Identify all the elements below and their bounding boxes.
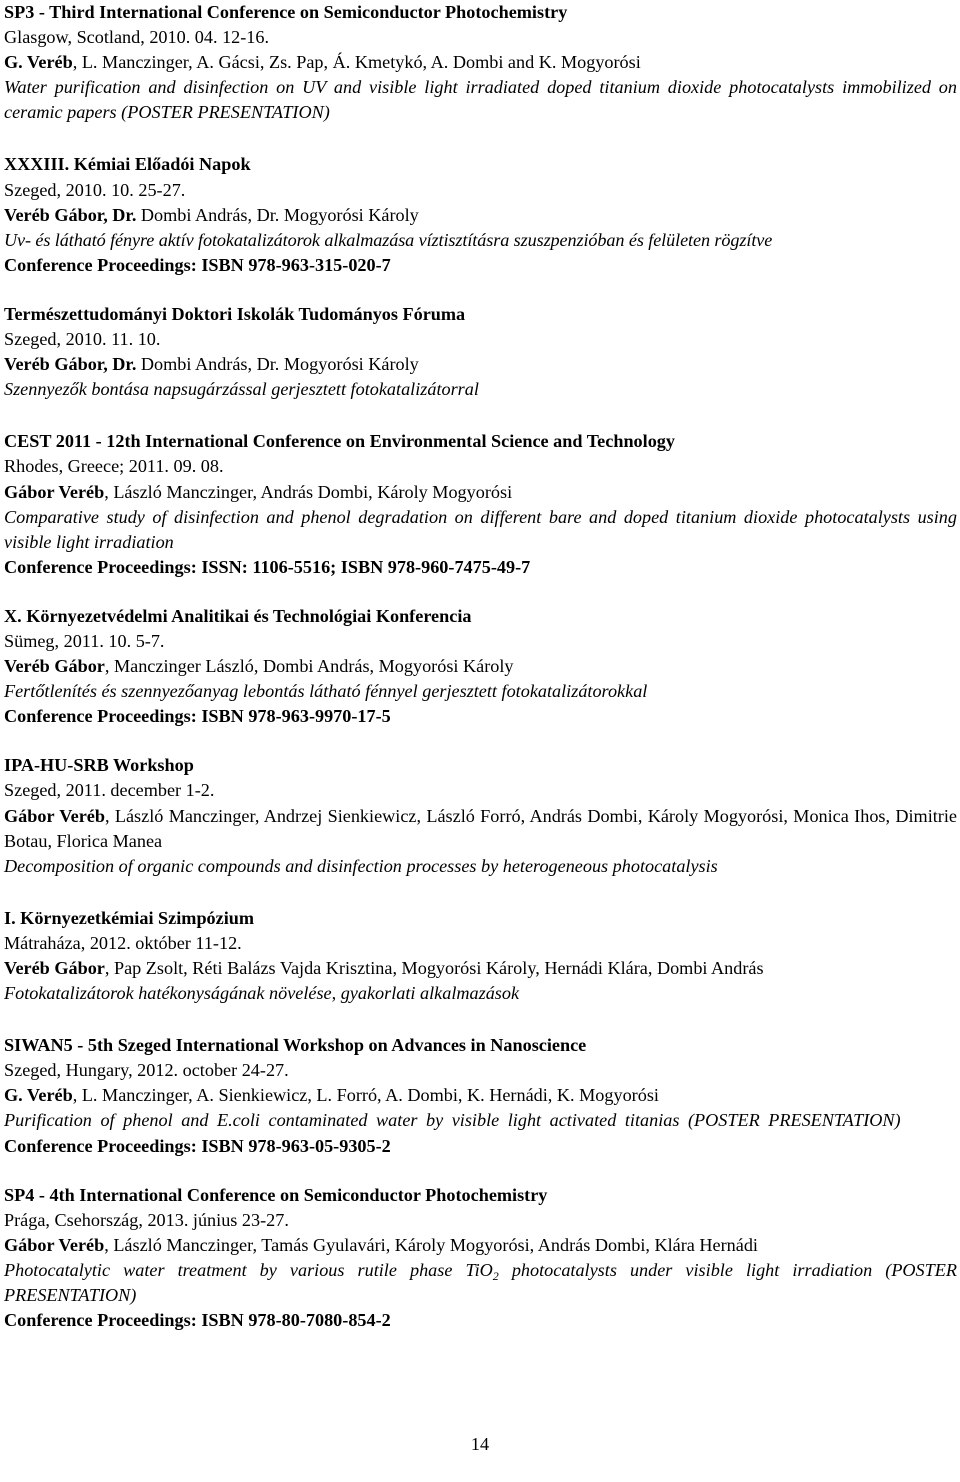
conference-entry — [4, 302, 957, 402]
page-number: 14 — [470, 1434, 490, 1454]
proceedings: Conference Proceedings: ISBN 978-963-315-020-7 — [4, 254, 391, 275]
place-date: Mátraháza, 2012. október 11-12. — [4, 932, 242, 953]
event-name: Természettudományi Doktori Iskolák Tudományos Fóruma — [4, 303, 466, 324]
place-date: Szeged, 2010. 11. 10. — [4, 329, 161, 350]
lead-author: G. Veréb — [4, 52, 73, 73]
place-date: Glasgow, Scotland, 2010. 04. 12-16. — [4, 27, 270, 48]
place-date: Prága, Csehország, 2013. június 23-27. — [4, 1209, 289, 1230]
coauthors: , Manczinger László, Dombi András, Mogyorósi Károly — [104, 656, 514, 677]
presentation-title: Fertőtlenítés és szennyezőanyag lebontás látható fénnyel gerjesztett fotokatalizátorokkal — [4, 681, 648, 702]
lead-author: G. Veréb — [4, 1085, 73, 1106]
place-date: Sümeg, 2011. 10. 5-7. — [4, 630, 165, 651]
title-part: Photocatalytic water treatment by various rutile phase TiO — [4, 1259, 493, 1280]
presentation-title: Purification of phenol and E.coli contaminated water by visible light activated titanias (POSTER PRESENTATION) — [4, 1110, 901, 1131]
conference-entry — [4, 1183, 957, 1334]
event-name: SIWAN5 - 5th Szeged International Workshop on Advances in Nanoscience — [4, 1035, 587, 1056]
authors — [4, 480, 957, 505]
presentation-title: Szennyezők bontása napsugárzással gerjesztett fotokatalizátorral — [4, 379, 479, 400]
place-date: Szeged, 2010. 10. 25-27. — [4, 179, 186, 200]
lead-author: Veréb Gábor, Dr. — [4, 354, 137, 375]
event-name: X. Környezetvédelmi Analitikai és Technológiai Konferencia — [4, 605, 472, 626]
authors — [4, 956, 957, 981]
lead-author: Gábor Veréb — [4, 805, 105, 826]
coauthors: , László Manczinger, András Dombi, Károly Mogyorósi — [104, 481, 513, 502]
authors — [4, 1233, 957, 1258]
proceedings: Conference Proceedings: ISBN 978-80-7080-854-2 — [4, 1310, 391, 1331]
event-name: IPA-HU-SRB Workshop — [4, 755, 194, 776]
proceedings: Conference Proceedings: ISBN 978-963-05-9305-2 — [4, 1135, 391, 1156]
document-page — [4, 0, 957, 1333]
title-subscript: 2 — [492, 1268, 499, 1283]
conference-entry — [4, 0, 957, 125]
lead-author: Veréb Gábor, Dr. — [4, 204, 137, 225]
presentation-title: Decomposition of organic compounds and disinfection processes by heterogeneous photocatalysis — [4, 855, 718, 876]
conference-entry — [4, 1033, 957, 1158]
coauthors: , Pap Zsolt, Réti Balázs Vajda Krisztina, Mogyorósi Károly, Hernádi Klára, Dombi András — [104, 958, 764, 978]
authors — [4, 352, 957, 377]
proceedings: Conference Proceedings: ISSN: 1106-5516; ISBN 978-960-7475-49-7 — [4, 556, 531, 577]
event-name: CEST 2011 - 12th International Conference on Environmental Science and Technology — [4, 431, 675, 452]
coauthors: , László Manczinger, Tamás Gyulavári, Károly Mogyorósi, András Dombi, Klára Hernádi — [104, 1234, 758, 1255]
conference-entry — [4, 753, 957, 878]
presentation-title: Comparative study of disinfection and phenol degradation on different bare and doped titanium dioxide photocatalysts using visible light irradiation — [4, 506, 957, 552]
lead-author: Gábor Veréb — [4, 481, 105, 502]
coauthors: Dombi András, Dr. Mogyorósi Károly — [136, 354, 419, 375]
lead-author: Gábor Veréb — [4, 1234, 105, 1255]
conference-entry — [4, 152, 957, 277]
coauthors: , L. Manczinger, A. Gácsi, Zs. Pap, Á. Kmetykó, A. Dombi and K. Mogyorósi — [72, 52, 641, 73]
authors — [4, 203, 957, 228]
title-part: photocatalysts under visible light irradiation (POSTER PRESENTATION) — [4, 1259, 957, 1306]
coauthors: , L. Manczinger, A. Sienkiewicz, L. Forró, A. Dombi, K. Hernádi, K. Mogyorósi — [72, 1085, 659, 1106]
place-date: Szeged, Hungary, 2012. october 24-27. — [4, 1060, 289, 1081]
presentation-title: Water purification and disinfection on UV and visible light irradiated doped titanium dioxide photocatalysts immobilized on ceramic papers (POSTER PRESENTATION) — [4, 77, 957, 123]
coauthors: Dombi András, Dr. Mogyorósi Károly — [136, 204, 419, 225]
coauthors: , László Manczinger, Andrzej Sienkiewicz, László Forró, András Dombi, Károly Mogyorósi, Monica Ihos, Dimitrie Botau, Florica Manea — [4, 805, 957, 851]
event-name: SP4 - 4th International Conference on Semiconductor Photochemistry — [4, 1184, 548, 1205]
authors — [4, 654, 957, 679]
authors — [4, 50, 957, 75]
lead-author: Veréb Gábor — [4, 656, 105, 677]
event-name: SP3 - Third International Conference on Semiconductor Photochemistry — [4, 2, 568, 22]
conference-entry — [4, 429, 957, 580]
event-name: I. Környezetkémiai Szimpózium — [4, 907, 255, 928]
conference-entry — [4, 906, 957, 1006]
place-date: Szeged, 2011. december 1-2. — [4, 780, 215, 801]
conference-entry — [4, 604, 957, 729]
place-date: Rhodes, Greece; 2011. 09. 08. — [4, 456, 224, 477]
authors — [4, 804, 957, 854]
authors — [4, 1083, 957, 1108]
presentation-title: Fotokatalizátorok hatékonyságának növelése, gyakorlati alkalmazások — [4, 983, 520, 1004]
lead-author: Veréb Gábor — [4, 958, 105, 978]
event-name: XXXIII. Kémiai Előadói Napok — [4, 154, 251, 175]
presentation-title — [4, 1258, 957, 1308]
presentation-title: Uv- és látható fényre aktív fotokatalizátorok alkalmazása víztisztításra szuszpenzióban és felületen rögzítve — [4, 229, 773, 250]
proceedings: Conference Proceedings: ISBN 978-963-9970-17-5 — [4, 706, 391, 727]
